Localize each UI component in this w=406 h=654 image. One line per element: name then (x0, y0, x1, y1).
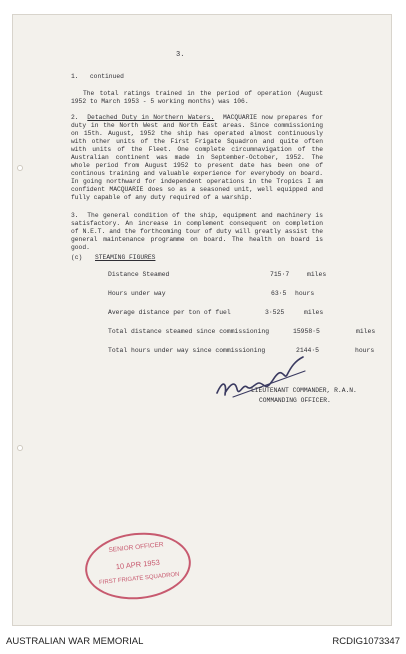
steaming-row (13, 271, 393, 281)
steaming-row (13, 347, 393, 357)
steaming-row-label: Total hours under way since commissioning (108, 347, 266, 354)
page-number: 3. (176, 51, 185, 59)
footer-record-id: RCDIG1073347 (332, 636, 400, 647)
steaming-row (13, 290, 393, 300)
section-2-paragraph (71, 114, 323, 202)
steaming-row-value: 63·5 (271, 290, 287, 297)
punch-hole (17, 165, 23, 171)
steaming-label: (c) (71, 254, 83, 261)
received-stamp (82, 528, 194, 605)
footer-archive-name: AUSTRALIAN WAR MEMORIAL (6, 636, 144, 647)
steaming-row-unit: hours (295, 290, 315, 297)
steaming-row-unit: miles (304, 309, 324, 316)
stamp-line-1: SENIOR OFFICER (108, 541, 164, 554)
steaming-row (13, 309, 393, 319)
section-3-paragraph (71, 212, 323, 252)
steaming-row-unit: miles (356, 328, 376, 335)
section-3-text: The general condition of the ship, equipment and machinery is satisfactory. An increase in complement consequent on completion of N.E.T. and the forthcoming tour of duty will greatly assist the general maintenance programme on board. The health on board is good. (71, 212, 323, 251)
steaming-row-label: Distance Steamed (108, 271, 170, 278)
steaming-row-unit: miles (307, 271, 327, 278)
section-2-title: Detached Duty in Northern Waters. (87, 114, 215, 121)
section-1-text: The total ratings trained in the period of operation (August 1952 to March 1953 - 5 working months) was 106. (71, 90, 323, 105)
stamp-line-2: FIRST FRIGATE SQUADRON (98, 571, 180, 587)
signature-title: COMMANDING OFFICER. (259, 397, 331, 404)
steaming-row-value: 2144·5 (296, 347, 320, 354)
steaming-row-unit: hours (355, 347, 375, 354)
section-2-number: 2. (71, 114, 79, 121)
section-3-number: 3. (71, 212, 79, 219)
punch-hole (17, 445, 23, 451)
section-1-heading: 1. continued (71, 73, 124, 80)
steaming-row (13, 328, 393, 338)
section-2-text: MACQUARIE now prepares for duty in the North West and North East areas. Since commissioning on 15th. August, 1952 the ship has operated almost continuously with other units of the First Frigate Squadron and quite often with units of the Fleet. One complete circumnavigation of the Australian continent was made in September-October, 1952. The whole period from August 1952 to present date has been one of continous training and valuable experience for everybody on board. In going northward for independent operations in the Tropics I am confident MACQUARIE does so as a seasoned unit, well equipped and fully capable of any duty required of a warship. (71, 114, 323, 201)
steaming-title: STEAMING FIGURES (95, 254, 156, 261)
steaming-row-label: Average distance per ton of fuel (108, 309, 231, 316)
steaming-row-label: Total distance steamed since commissioning (108, 328, 270, 335)
stamp-date: 10 APR 1953 (115, 557, 161, 572)
steaming-row-value: 715·7 (270, 271, 290, 278)
document-page (12, 14, 392, 626)
steaming-row-value: 15958·5 (293, 328, 320, 335)
signature-rank: LIEUTENANT COMMANDER, R.A.N. (251, 387, 357, 394)
steaming-row-value: 3·525 (265, 309, 285, 316)
steaming-row-label: Hours under way (108, 290, 166, 297)
